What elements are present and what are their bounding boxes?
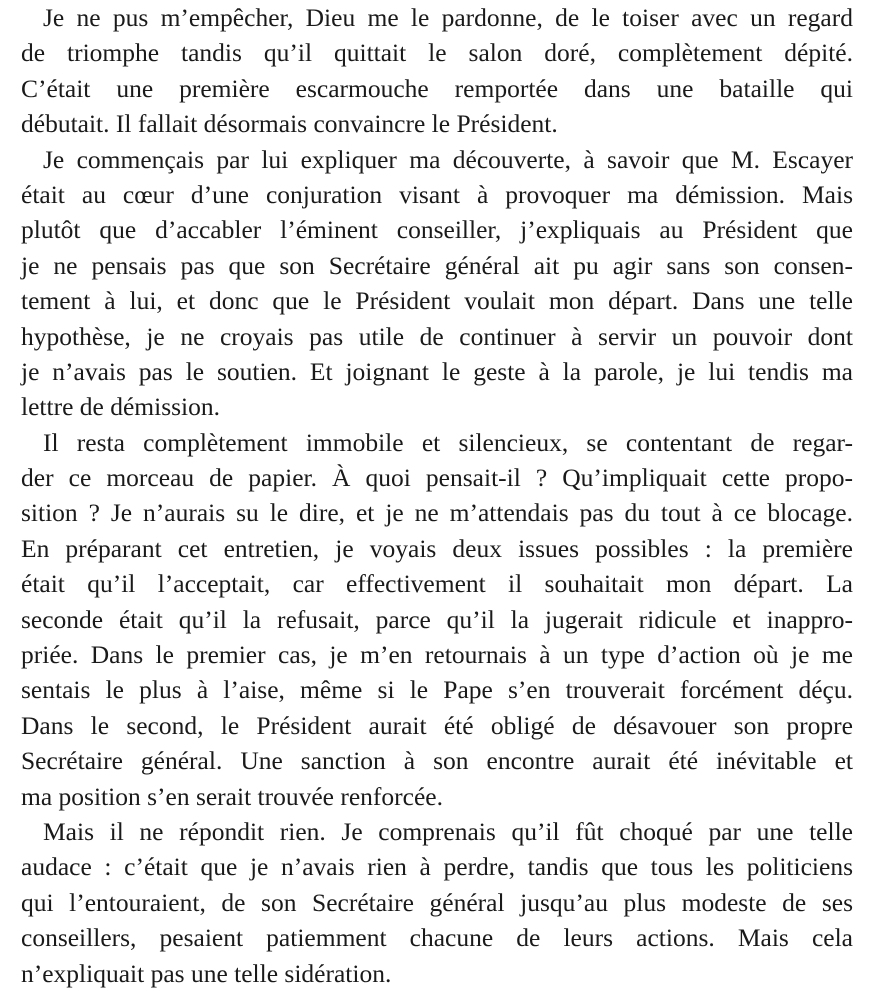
body-text bbox=[21, 0, 853, 991]
text-line: Je ne pus m’empêcher, Dieu me le pardonne, de le toiser avec un regard bbox=[43, 3, 853, 32]
text-line: Il resta complètement immobile et silencieux, se contentant de regar- bbox=[43, 427, 853, 457]
text-line: sentais le plus à l’aise, même si le Pape s’en trouverait forcément déçu. bbox=[21, 675, 853, 705]
text-line: conseillers, pesaient patiemment chacune de leurs actions. Mais cela bbox=[21, 923, 853, 953]
text-line: Dans le second, le Président aurait été obligé de désavouer son propre bbox=[21, 710, 853, 740]
text-line: je ne pensais pas que son Secrétaire général ait pu agir sans son consen- bbox=[21, 250, 853, 280]
text-line: était au cœur d’une conjuration visant à provoquer ma démission. Mais bbox=[21, 179, 853, 209]
text-line: En préparant cet entretien, je voyais deux issues possibles : la première bbox=[21, 533, 853, 563]
text-line: je n’avais pas le soutien. Et joignant le geste à la parole, je lui tendis ma bbox=[21, 356, 853, 386]
text-line: Secrétaire général. Une sanction à son encontre aurait été inévitable et bbox=[21, 746, 853, 776]
text-line: tement à lui, et donc que le Président voulait mon départ. Dans une telle bbox=[21, 286, 853, 316]
text-line: de triomphe tandis qu’il quittait le salon doré, complètement dépité. bbox=[21, 38, 853, 68]
text-line: Je commençais par lui expliquer ma découverte, à savoir que M. Escayer bbox=[43, 144, 853, 174]
text-line: audace : c’était que je n’avais rien à perdre, tandis que tous les politiciens bbox=[21, 852, 853, 882]
text-line: der ce morceau de papier. À quoi pensait-il ? Qu’impliquait cette propo- bbox=[21, 463, 853, 493]
text-line: lettre de démission. bbox=[21, 392, 220, 422]
text-line: sition ? Je n’aurais su le dire, et je ne m’attendais pas du tout à ce blocage. bbox=[21, 498, 853, 528]
text-line: hypothèse, je ne croyais pas utile de continuer à servir un pouvoir dont bbox=[21, 321, 853, 351]
text-line: plutôt que d’accabler l’éminent conseiller, j’expliquais au Président que bbox=[21, 215, 853, 245]
text-line: débutait. Il fallait désormais convaincre le Président. bbox=[21, 109, 558, 139]
text-line: Mais il ne répondit rien. Je comprenais qu’il fût choqué par une telle bbox=[43, 816, 853, 846]
text-line: seconde était qu’il la refusait, parce qu’il la jugerait ridicule et inappro- bbox=[21, 604, 853, 634]
text-line: n’expliquait pas une telle sidération. bbox=[21, 958, 392, 988]
text-line: était qu’il l’acceptait, car effectivement il souhaitait mon départ. La bbox=[21, 569, 853, 599]
text-line: ma position s’en serait trouvée renforcée. bbox=[21, 781, 443, 811]
text-line: C’était une première escarmouche remportée dans une bataille qui bbox=[21, 73, 853, 103]
text-line: priée. Dans le premier cas, je m’en retournais à un type d’action où je me bbox=[21, 640, 853, 670]
text-line: qui l’entouraient, de son Secrétaire général jusqu’au plus modeste de ses bbox=[21, 887, 853, 917]
